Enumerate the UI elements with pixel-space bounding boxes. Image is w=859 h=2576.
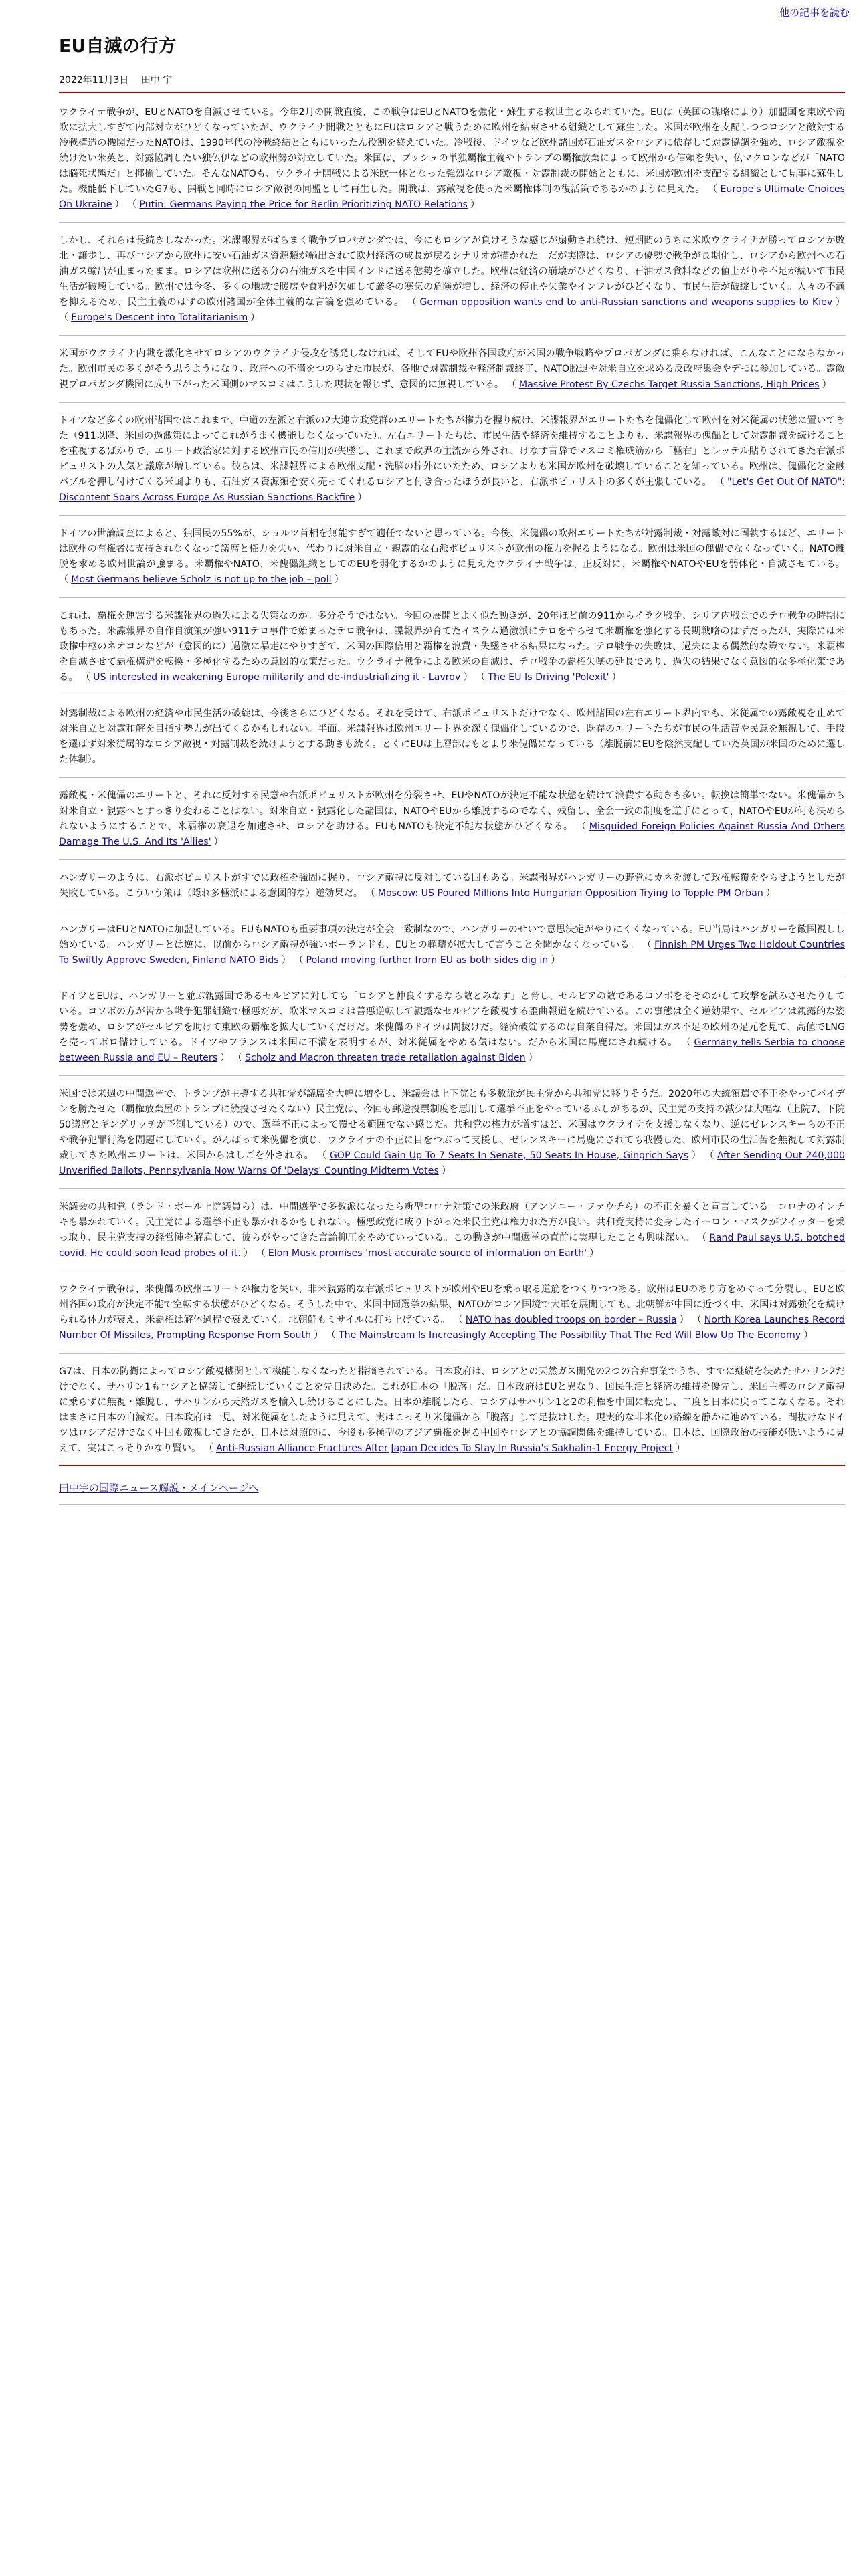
source-link[interactable]: The EU Is Driving 'Polexit' — [488, 672, 609, 683]
article-paragraph: G7は、日本の防衛によってロシア敵視機関として機能しなくなったと指摘されている。日本政府は、ロシアとの天然ガス開発の2つの合弁事業でうち、すでに継続を決めたサハリン2だけでなく、サハリン1もロシアと協議して継続していくことを先日決めた。これが日本の「脱落」だ。日本政府はEUと異なり、国民生活と経済の維持を優先し、米国主導のロシア敵視に乗らずに無視・離脱し、サハリンから天然ガスを輸入し続けることにした。日本が離脱したら、ロシアはサハリン1と2の利権を中国に転売し、二度と日本に戻ってこなくなる。それはまさに日本の自滅だ。日本政府は一見、対米従属をしたように見えて、実はこっそり米傀儡から「脱落」して足抜けした。現実的な非米化の路線を静かに進めている。間抜けなドイツはロシアだけでなく中国も敵視してきたが、日本は対照的に、今後も多極型のアジア覇権を握る中国やロシアとの協調関係を維持している。日本は、国際政治の技能が低いように見えて、実はこっそりかなり賢い。 （ Anti-Russian Alliance Fractures After Japan Decides To Stay In Russia's Sakhalin-1 Energy Project ） — [59, 1366, 845, 1455]
article-paragraph: ドイツとEUは、ハンガリーと並ぶ親露国であるセルビアに対しても「ロシアと仲良くするなら敵とみなす」と脅し、セルビアの敵であるコソボをそそのかして攻撃を試みさせたりしている。コソボの方が皆から戦争犯罪組織で極悪だが、欧米マスコミは善悪逆転して親露なセルビアを敵視する歪曲報道を続けている。この事態は全く逆効果で、セルビアは親露的な姿勢を強め、ロシアがセルビアを助けて東欧の覇権を拡大していくだけだ。米傀儡のドイツは間抜けだ。経済破綻するのは自業自得だ。米国はガス不足の欧州の足元を見て、高値でLNGを売ってボロ儲けしている。ドイツやフランスは米国に不満を表明するが、対米従属をやめる気はない。だから米国に馬鹿にされ続ける。 （ Germany tells Serbia to choose between Russia and EU – Reuters ） （ Scholz and Macron threaten trade retaliation against Biden ） — [59, 991, 846, 1064]
source-link[interactable]: Misguided Foreign Policies Against Russia And Others Damage The U.S. And Its 'Allies' — [59, 821, 845, 848]
source-link[interactable]: German opposition wants end to anti-Russian sanctions and weapons supplies to Kiev — [419, 297, 833, 308]
paragraph-text: しかし、それらは長続きしなかった。米諜報界がばらまく戦争プロパガンダでは、今にもロシアが負けそうな感じが扇動され続け、短期間のうちに米欧ウクライナが勝ってロシアが敗北・譲歩し、再びロシアから欧州に安い石油ガス資源類が輸出されて欧州経済の成長が戻るシナリオが描かれた。だが実際は、ロシアの優勢で戦争が長期化し、ロシアから欧州への石油ガス輸出が止まったまま。ロシアは欧州に送る分の石油ガスを中国インドに送る態勢を確立した。欧州は経済の崩壊がひどくなり、石油ガス食料などの値上がりや不足が続いて市民生活が破壊している。欧州では今冬、多くの地域で暖房や食料が欠如して厳冬の寒気の危険が増し、経済の停止や失業やインフレがひどくなり、市民生活が破綻していく。人々の不満を抑えるため、民主主義のはずの欧州諸国が全体主義的な言論を強めている。 — [59, 235, 845, 308]
source-link[interactable]: Rand Paul says U.S. botched covid. He could soon lead probes of it. — [59, 1232, 845, 1259]
source-link[interactable]: Scholz and Macron threaten trade retaliation against Biden — [245, 1053, 526, 1064]
paragraph-text: これは、覇権を運営する米諜報界の過失による失策なのか。多分そうではない。今回の展開とよく似た動きが、20年ほど前の911からイラク戦争、シリア内戦までのテロ戦争の時期にもあった。米諜報界の自作自演策が強い911テロ事件で始まったテロ戦争は、諜報界が育てたイスラム過激派にテロをやらせて米覇権を強化する長期戦略のはずだったが、実際には米政権中枢のネオコンなどが（意図的に）過激に暴走にやりすぎて、米国の国際信用と覇権を浪費・失墜させる結果になった。テロ戦争の失敗は、過失による偶然的な策でない。米覇権を自滅させて覇権構造を転換・多極化するための意図的な策だった。ウクライナ戦争による欧米の自滅は、テロ戦争の覇権失墜の延長であり、過失の結果でなく意図的な多極化策である。 — [59, 611, 845, 683]
page-title: EU自滅の行方 — [59, 36, 177, 57]
title-divider — [59, 92, 845, 93]
other-articles-link[interactable]: 他の記事を読む — [779, 7, 850, 19]
paragraph-text: G7は、日本の防衛によってロシア敵視機関として機能しなくなったと指摘されている。日本政府は、ロシアとの天然ガス開発の2つの合弁事業でうち、すでに継続を決めたサハリン2だけでなく、サハリン1もロシアと協議して継続していくことを先日決めた。これが日本の「脱落」だ。日本政府はEUと異なり、国民生活と経済の維持を優先し、米国主導のロシア敵視に乗らずに無視・離脱し、サハリンから天然ガスを輸入し続けることにした。日本が離脱したら、ロシアはサハリン1と2の利権を中国に転売し、二度と日本に戻ってこなくなる。それはまさに日本の自滅だ。日本政府は一見、対米従属をしたように見えて、実はこっそり米傀儡から「脱落」して足抜けした。現実的な非米化の路線を静かに進めている。間抜けなドイツはロシアだけでなく中国も敵視してきたが、日本は対照的に、今後も多極型のアジア覇権を握る中国やロシアとの協調関係を維持している。日本は、国際政治の技能が低いように見えて、実はこっそりかなり賢い。 — [59, 1366, 845, 1455]
paragraph-divider — [59, 777, 845, 778]
paragraph-text: ドイツの世論調査によると、独国民の55%が、ショルツ首相を無能すぎて適任でないと思っている。今後、米傀儡の欧州エリートたちが対露制裁・対露敵対に固執するほど、エリートは欧州の有権者に支持されなくなって議席と権力を失い、代わりに対米自立・親露的な右派ポピュリストが欧州の権力を握るようになる。欧州は米国の傀儡でなくなっていく。NATO離脱を求める欧州世論が強まる。米覇権やNATO、米傀儡組織としてのEUを弱化するかのように見えたウクライナ戦争は、正反対に、米覇権やNATOやEUを弱体化・自滅させている。 — [59, 528, 846, 570]
article-paragraph: ハンガリーのように、右派ポピュリストがすでに政権を強固に握り、ロシア敵視に反対している国もある。米諜報界がハンガリーの野党にカネを渡して政権転覆をやらせようとしたが失敗している。こういう策は（隠れ多極派による意図的な）逆効果だ。 （ Moscow: US Poured Millions Into Hungarian Opposition Trying to Topple PM Orban ） — [59, 873, 845, 899]
paragraph-text: 米国がウクライナ内戦を激化させてロシアのウクライナ侵攻を誘発しなければ、そしてEUや欧州各国政府が米国の戦争戦略やプロパガンダに乗らなければ、こんなことにならなかった。欧州市民の多くがそう思うようになり、政府への不満をつのらせた市民が、各地で対露制裁や軽済制裁終了、NATO脱退や対米自立を求める反政府集会やデモに参加している。露敵視プロパガンダ機関に成り下がった米国側のマスコミはこうした現状を報じず、意図的に無視している。 — [59, 348, 845, 391]
article-paragraph: 露敵視・米傀儡のエリートと、それに反対する民意や右派ポピュリストが欧州を分裂させ、EUやNATOが決定不能な状態を続けて浪費する動きも多い。転換は簡単でない。米傀儡から対米自立・親露へとすっきり変わることはない。対米自立・親露化した諸国は、NATOやEUから離脱するのでなく、残留し、全会一致の制度を逆手にとって、NATOやEUが何も決められないようにすることで、米覇権の衰退を加速させ、ロシアを助ける。EUもNATOも決定不能な状態がひどくなる。 （ Misguided Foreign Policies Against Russia And Others Damage The U.S. And Its 'Allies' ） — [59, 790, 845, 848]
source-link[interactable]: Moscow: US Poured Millions Into Hungarian Opposition Trying to Topple PM Orban — [377, 888, 763, 899]
paragraph-text: 露敵視・米傀儡のエリートと、それに反対する民意や右派ポピュリストが欧州を分裂させ、EUやNATOが決定不能な状態を続けて浪費する動きも多い。転換は簡単でない。米傀儡から対米自立・親露へとすっきり変わることはない。対米自立・親露化した諸国は、NATOやEUから離脱するのでなく、残留し、全会一致の制度を逆手にとって、NATOやEUが何も決められないようにすることで、米覇権の衰退を加速させ、ロシアを助ける。EUもNATOも決定不能な状態がひどくなる。 — [59, 790, 845, 833]
source-link[interactable]: Germany tells Serbia to choose between Russia and EU – Reuters — [59, 1037, 846, 1064]
article-paragraph: しかし、それらは長続きしなかった。米諜報界がばらまく戦争プロパガンダでは、今にもロシアが負けそうな感じが扇動され続け、短期間のうちに米欧ウクライナが勝ってロシアが敗北・譲歩し、再びロシアから欧州に安い石油ガス資源類が輸出されて欧州経済の成長が戻るシナリオが描かれた。だが実際は、ロシアの優勢で戦争が長期化し、ロシアから欧州への石油ガス輸出が止まったまま。ロシアは欧州に送る分の石油ガスを中国インドに送る態勢を確立した。欧州は経済の崩壊がひどくなり、石油ガス食料などの値上がりや不足が続いて市民生活が破壊している。欧州では今冬、多くの地域で暖房や食料が欠如して厳冬の寒気の危険が増し、経済の停止や失業やインフレがひどくなり、市民生活が破綻していく。人々の不満を抑えるため、民主主義のはずの欧州諸国が全体主義的な言論を強めている。 （ German opposition wants end to anti-Russian sanctions and weapons supplies to Kiev ） （ Europe's Descent into Totalitarianism ） — [59, 235, 845, 324]
paragraph-text: ウクライナ戦争は、米傀儡の欧州エリートが権力を失い、非米親露的な右派ポピュリストが欧州やEUを乗っ取る道筋をつくりつつある。欧州はEUのあり方をめぐって分裂し、EUと欧州各国の政府が決定不能で空転する状態がひどくなる。そうした中で、米国中間選挙の結果、NATOがロシア国境で大軍を展開しても、北朝鮮が中国に近づく中、米国は対露強化を続けられる体力が衰え、米覇権は解体過程で衰えていく。北朝鮮もミサイルに打ち上げている。 — [59, 1284, 845, 1326]
article-author: 田中 宇 — [140, 75, 173, 86]
source-link[interactable]: The Mainstream Is Increasingly Accepting The Possibility That The Fed Will Blow Up The Economy — [338, 1330, 801, 1341]
article-paragraph: これは、覇権を運営する米諜報界の過失による失策なのか。多分そうではない。今回の展開とよく似た動きが、20年ほど前の911からイラク戦争、シリア内戦までのテロ戦争の時期にもあった。米諜報界の自作自演策が強い911テロ事件で始まったテロ戦争は、諜報界が育てたイスラム過激派にテロをやらせて米覇権を強化する長期戦略のはずだったが、実際には米政権中枢のネオコンなどが（意図的に）過激に暴走にやりすぎて、米国の国際信用と覇権を浪費・失墜させる結果になった。テロ戦争の失敗は、過失による偶然的な策でない。米覇権を自滅させて覇権構造を転換・多極化するための意図的な策だった。ウクライナ戦争による欧米の自滅は、テロ戦争の覇権失墜の延長であり、過失の結果でなく意図的な多極化策である。 （ US interested in weakening Europe militarily and de-industrializing it - Lavrov ） （ The EU Is Driving 'Polexit' ） — [59, 611, 845, 683]
paragraph-text: 米議会の共和党（ランド・ポール上院議員ら）は、中間選挙で多数派になったら新型コロナ対策での米政府（アンソニー・ファウチら）の不正を暴くと宣言している。コロナのインチキも暴かれていく。民主党による選挙不正も暴かれるかもしれない。極悪政党に成り下がった米民主党は権力れた方が良い。共和党支持に変身したイーロン・マスクがツイッターを乗っ取り、民主党支持の経営陣を解雇して、彼らがやってきた言論抑圧をやめていっている。この動きが中間選挙の直前に実現したことも興味深い。 — [59, 1202, 845, 1244]
article-paragraph: ウクライナ戦争が、EUとNATOを自滅させている。今年2月の開戦直後、この戦争はEUとNATOを強化・蘇生する救世主とみられていた。EUは（英国の謀略により）加盟国を東欧や南欧に拡大しすぎて内部対立がひどくなっていたが、ウクライナ開戦とともにEUはロシアと戦うために欧州を結束させる組織として蘇生した。米国が欧州を支配しつつロシアと敵対する冷戦構造の機関だったNATOは、1990年代の冷戦終結とともにいったん役割を終えていた。冷戦後、ドイツなど欧州諸国が石油ガスをロシアに依存して対露協調を強め、ロシア敵視を続けたい米英と、対露協調したい独仏伊などの欧州勢が対立していた。米国は、ブッシュの単独覇権主義やトランプの覇権放棄によって欧州から信頼を失い、仏マクロンなどが「NATOは脳死状態だ」と揶揄していた。そんなNATOも、ウクライナ開戦による米欧一体となった強烈なロシア敵視・対露制裁の開始とともに、米国が欧州を支配する組織として見事に蘇生した。機能低下していたG7も、開戦と同時にロシア敵視の同盟として再生した。開戦は、露敵視を使った米覇権体制の復活策であるかのように見えた。 （ Europe's Ultimate Choices On Ukraine ） （ Putin: Germans Paying the Price for Berlin Prioritizing NATO Relations ） — [59, 107, 845, 211]
source-link[interactable]: Finnish PM Urges Two Holdout Countries To Swiftly Approve Sweden, Finland NATO Bids — [59, 940, 846, 966]
paragraph-divider — [59, 597, 845, 598]
article-paragraph — [59, 706, 845, 768]
source-link[interactable]: Anti-Russian Alliance Fractures After Japan Decides To Stay In Russia's Sakhalin-1 Energy Project — [215, 1443, 674, 1455]
source-link[interactable]: GOP Could Gain Up To 7 Seats In Senate, 50 Seats In House, Gingrich Says — [329, 1150, 689, 1162]
bottom-rule — [59, 1504, 845, 1505]
paragraph-divider — [59, 859, 845, 860]
paragraph-divider — [59, 1188, 845, 1189]
article-paragraph: 米国では来週の中間選挙で、トランプが主導する共和党が議席を大幅に増やし、米議会は上下院とも多数派が民主党から共和党に移りそうだ。2020年の大統領選で不正をやってバイデンを勝たせた（覇権放棄屋のトランプに続投させたくない）民主党は、今回も郵送投票制度を悪用して選挙不正をやっているふしがあるが、民主党の支持の減少は大幅な（上院7、下院50議席とギングリッチが予測している）ので、選挙不正によって覆せる範囲でない感じだ。共和党の権力が増すほど、米国はウクライナを支援しなくなり、逆にゼレンスキーらの不正や戦争犯罪行為を問題にしていく。がんばって米傀儡を演じ、ウクライナの不正に目をつぶって支援し、ゼレンスキーに馬鹿にされても我慢した、欧州市民の生活苦を無視して対露制裁してきた欧州エリートは、米国からはしごを外される。 （ GOP Could Gain Up To 7 Seats In Senate, 50 Seats In House, Gingrich Says ） （ After Sending Out 240,000 Unverified Ballots, Pennsylvania Now Warns Of 'Delays' Counting Midterm Votes ） — [59, 1089, 845, 1177]
paragraph-divider — [59, 335, 845, 336]
source-link[interactable]: NATO has doubled troops on border – Russia — [465, 1315, 677, 1326]
article-date: 2022年11月3日 — [59, 75, 129, 86]
source-link[interactable]: Europe's Ultimate Choices On Ukraine — [59, 184, 845, 211]
paragraph-text: ウクライナ戦争が、EUとNATOを自滅させている。今年2月の開戦直後、この戦争はEUとNATOを強化・蘇生する救世主とみられていた。EUは（英国の謀略により）加盟国を東欧や南欧に拡大しすぎて内部対立がひどくなっていたが、ウクライナ開戦とともにEUはロシアと戦うために欧州を結束させる組織として蘇生した。米国が欧州を支配しつつロシアと敵対する冷戦構造の機関だったNATOは、1990年代の冷戦終結とともにいったん役割を終えていた。冷戦後、ドイツなど欧州諸国が石油ガスをロシアに依存して対露協調を強め、ロシア敵視を続けたい米英と、対露協調したい独仏伊などの欧州勢が対立していた。米国は、ブッシュの単独覇権主義やトランプの覇権放棄によって欧州から信頼を失い、仏マクロンなどが「NATOは脳死状態だ」と揶揄していた。そんなNATOも、ウクライナ開戦による米欧一体となった強烈なロシア敵視・対露制裁の開始とともに、米国が欧州を支配する組織として見事に蘇生した。機能低下していたG7も、開戦と同時にロシア敵視の同盟として再生した。開戦は、露敵視を使った米覇権体制の復活策であるかのように見えた。 — [59, 107, 845, 195]
paragraph-text: ドイツとEUは、ハンガリーと並ぶ親露国であるセルビアに対しても「ロシアと仲良くするなら敵とみなす」と脅し、セルビアの敵であるコソボをそそのかして攻撃を試みさせたりしている。コソボの方が皆から戦争犯罪組織で極悪だが、欧米マスコミは善悪逆転して親露なセルビアを敵視する歪曲報道を続けている。この事態は全く逆効果で、セルビアは親露的な姿勢を強め、ロシアがセルビアを助けて東欧の覇権を拡大していくだけだ。米傀儡のドイツは間抜けだ。経済破綻するのは自業自得だ。米国はガス不足の欧州の足元を見て、高値でLNGを売ってボロ儲けしている。ドイツやフランスは米国に不満を表明するが、対米従属をやめる気はない。だから米国に馬鹿にされ続ける。 — [59, 991, 845, 1049]
source-link[interactable]: Putin: Germans Paying the Price for Berlin Prioritizing NATO Relations — [139, 199, 468, 211]
article-paragraph: 米国がウクライナ内戦を激化させてロシアのウクライナ侵攻を誘発しなければ、そしてEUや欧州各国政府が米国の戦争戦略やプロパガンダに乗らなければ、こんなことにならなかった。欧州市民の多くがそう思うようになり、政府への不満をつのらせた市民が、各地で対露制裁や軽済制裁終了、NATO脱退や対米自立を求める反政府集会やデモに参加している。露敵視プロパガンダ機関に成り下がった米国側のマスコミはこうした現状を報じず、意図的に無視している。 （ Massive Protest By Czechs Target Russia Sanctions, High Prices ） — [59, 348, 845, 391]
paragraph-divider — [59, 1075, 845, 1076]
source-link[interactable]: Elon Musk promises 'most accurate source of information on Earth' — [268, 1248, 587, 1259]
paragraph-text: ドイツなど多くの欧州諸国ではこれまで、中道の左派と右派の2大連立政党群のエリートたちが権力を握り続け、米諜報界がエリートたちを傀儡化して欧州を対米従属の状態に置いてきた（911以降、米国の過激策によってこれがうまく機能しなくなっていた）。左右エリートたちは、市民生活や経済を維持することよりも、米諜報界の傀儡として対露制裁を続けることを重視するばかりで、エリート政治家に対する欧州市民の信用が失墜し、これまで政界の主流から外され、けなす言辞でマスコミ権威筋から「極右」とレッテル貼りされてきた右派ポピュリストの人気と議席が増している。彼らは、米諜報界による欧州支配・洗脳の枠外にいたため、ロシアよりも米国が欧州を破壊していることを知っている。欧州は、傀儡化と金融バブルを押し付けてくる米国よりも、石油ガス資源類を安く売ってくれるロシアと付き合ったほうが良いと、右派ポピュリストの多くが主張している。 — [59, 415, 845, 488]
main-page-link[interactable]: 田中宇の国際ニュース解説・メインページへ — [59, 1482, 259, 1495]
paragraph-text: 米国では来週の中間選挙で、トランプが主導する共和党が議席を大幅に増やし、米議会は上下院とも多数派が民主党から共和党に移りそうだ。2020年の大統領選で不正をやってバイデンを勝たせた（覇権放棄屋のトランプに続投させたくない）民主党は、今回も郵送投票制度を悪用して選挙不正をやっているふしがあるが、民主党の支持の減少は大幅な（上院7、下院50議席とギングリッチが予測している）ので、選挙不正によって覆せる範囲でない感じだ。共和党の権力が増すほど、米国はウクライナを支援しなくなり、逆にゼレンスキーらの不正や戦争犯罪行為を問題にしていく。がんばって米傀儡を演じ、ウクライナの不正に目をつぶって支援し、ゼレンスキーに馬鹿にされても我慢した、欧州市民の生活苦を無視して対露制裁してきた欧州エリートは、米国からはしごを外される。 — [59, 1089, 845, 1162]
source-link[interactable]: Most Germans believe Scholz is not up to the job – poll — [71, 574, 332, 586]
article-paragraph: 米議会の共和党（ランド・ポール上院議員ら）は、中間選挙で多数派になったら新型コロナ対策での米政府（アンソニー・ファウチら）の不正を暴くと宣言している。コロナのインチキも暴かれていく。民主党による選挙不正も暴かれるかもしれない。極悪政党に成り下がった米民主党は権力れた方が良い。共和党支持に変身したイーロン・マスクがツイッターを乗っ取り、民主党支持の経営陣を解雇して、彼らがやってきた言論抑圧をやめていっている。この動きが中間選挙の直前に実現したことも興味深い。 （ Rand Paul says U.S. botched covid. He could soon lead probes of it. ） （ Elon Musk promises 'most accurate source of information on Earth' ） — [59, 1202, 845, 1259]
article-paragraph: ドイツなど多くの欧州諸国ではこれまで、中道の左派と右派の2大連立政党群のエリートたちが権力を握り続け、米諜報界がエリートたちを傀儡化して欧州を対米従属の状態に置いてきた（911以降、米国の過激策によってこれがうまく機能しなくなっていた）。左右エリートたちは、市民生活や経済を維持することよりも、米諜報界の傀儡として対露制裁を続けることを重視するばかりで、エリート政治家に対する欧州市民の信用が失墜し、これまで政界の主流から外され、けなす言辞でマスコミ権威筋から「極右」とレッテル貼りされてきた右派ポピュリストの人気と議席が増している。彼らは、米諜報界による欧州支配・洗脳の枠外にいたため、ロシアよりも米国が欧州を破壊していることを知っている。欧州は、傀儡化と金融バブルを押し付けてくる米国よりも、石油ガス資源類を安く売ってくれるロシアと付き合ったほうが良いと、右派ポピュリストの多くが主張している。 （ "Let's Get Out Of NATO": Discontent Soars Across Europe As Russian Sanctions Backfire ） — [59, 415, 846, 504]
source-link[interactable]: Poland moving further from EU as both sides dig in — [306, 955, 549, 966]
article-paragraph: ウクライナ戦争は、米傀儡の欧州エリートが権力を失い、非米親露的な右派ポピュリストが欧州やEUを乗っ取る道筋をつくりつつある。欧州はEUのあり方をめぐって分裂し、EUと欧州各国の政府が決定不能で空転する状態がひどくなる。そうした中で、米国中間選挙の結果、NATOがロシア国境で大軍を展開しても、北朝鮮が中国に近づく中、米国は対露強化を続けられる体力が衰え、米覇権は解体過程で衰えていく。北朝鮮もミサイルに打ち上げている。 （ NATO has doubled troops on border – Russia ） （ North Korea Launches Record Number Of Missiles, Prompting Response From South ） （ The Mainstream Is Increasingly Accepting The Possibility That The Fed Will Blow Up The Economy ） — [59, 1284, 845, 1341]
source-link[interactable]: Massive Protest By Czechs Target Russia Sanctions, High Prices — [518, 379, 820, 391]
paragraph-divider — [59, 515, 845, 516]
paragraph-text: 対露制裁による欧州の経済や市民生活の破綻は、今後さらにひどくなる。それを受けて、右派ポピュリストだけでなく、欧州諸国の左右エリート界内でも、米従属での露敵視を止めて対米自立と対露和解を目指す勢力が出てくるかもしれない。半面、米諜報界は欧州エリート界を深く傀儡化しているので、既存のエリートたちが市民の生活苦や民意を無視して、手段を選ばず対米従属的なロシア敵視・対露制裁を続けようとする動きも続く。とくにEUは上層部はもとより米傀儡になっている（離脱前にEUを陰然支配していた英国が米国のために選した体制）。 — [59, 708, 845, 766]
paragraph-text: ハンガリーはEUとNATOに加盟している。EUもNATOも重要事項の決定が全会一致制なので、ハンガリーのせいで意思決定がやりにくくなっている。EU当局はハンガリーを敵国視しし始めている。ハンガリーとは逆に、以前からロシア敵視が強いポーランドも、EUとの範疇が拡大して言うことを聞かなくなっている。 — [59, 924, 845, 951]
source-link[interactable]: "Let's Get Out Of NATO": Discontent Soars Across Europe As Russian Sanctions Backfire — [59, 477, 846, 504]
article-body — [59, 105, 845, 1457]
paragraph-divider — [59, 222, 845, 223]
paragraph-divider — [59, 1353, 845, 1354]
source-link[interactable]: Europe's Descent into Totalitarianism — [71, 312, 248, 324]
source-link[interactable]: North Korea Launches Record Number Of Missiles, Prompting Response From South — [59, 1315, 845, 1341]
paragraph-divider — [59, 402, 845, 403]
article-paragraph: ドイツの世論調査によると、独国民の55%が、ショルツ首相を無能すぎて適任でないと思っている。今後、米傀儡の欧州エリートたちが対露制裁・対露敵対に固執するほど、エリートは欧州の有権者に支持されなくなって議席と権力を失い、代わりに対米自立・親露的な右派ポピュリストが欧州の権力を握るようになる。欧州は米国の傀儡でなくなっていく。NATO離脱を求める欧州世論が強まる。米覇権やNATO、米傀儡組織としてのEUを弱化するかのように見えたウクライナ戦争は、正反対に、米覇権やNATOやEUを弱体化・自滅させている。 （ Most Germans believe Scholz is not up to the job – poll ） — [59, 528, 846, 586]
footer-divider — [59, 1465, 845, 1466]
paragraph-text: ハンガリーのように、右派ポピュリストがすでに政権を強固に握り、ロシア敵視に反対している国もある。米諜報界がハンガリーの野党にカネを渡して政権転覆をやらせようとしたが失敗している。こういう策は（隠れ多極派による意図的な）逆効果だ。 — [59, 873, 845, 899]
article-paragraph: ハンガリーはEUとNATOに加盟している。EUもNATOも重要事項の決定が全会一致制なので、ハンガリーのせいで意思決定がやりにくくなっている。EU当局はハンガリーを敵国視しし始めている。ハンガリーとは逆に、以前からロシア敵視が強いポーランドも、EUとの範疇が拡大して言うことを聞かなくなっている。 （ Finnish PM Urges Two Holdout Countries To Swiftly Approve Sweden, Finland NATO Bids ） （ Poland moving further from EU as both sides dig in ） — [59, 924, 846, 966]
source-link[interactable]: After Sending Out 240,000 Unverified Ballots, Pennsylvania Now Warns Of 'Delays' Counting Midterm Votes — [59, 1150, 845, 1177]
article-meta — [59, 73, 845, 86]
article — [59, 35, 845, 1515]
source-link[interactable]: US interested in weakening Europe militarily and de-industrializing it - Lavrov — [93, 672, 461, 683]
